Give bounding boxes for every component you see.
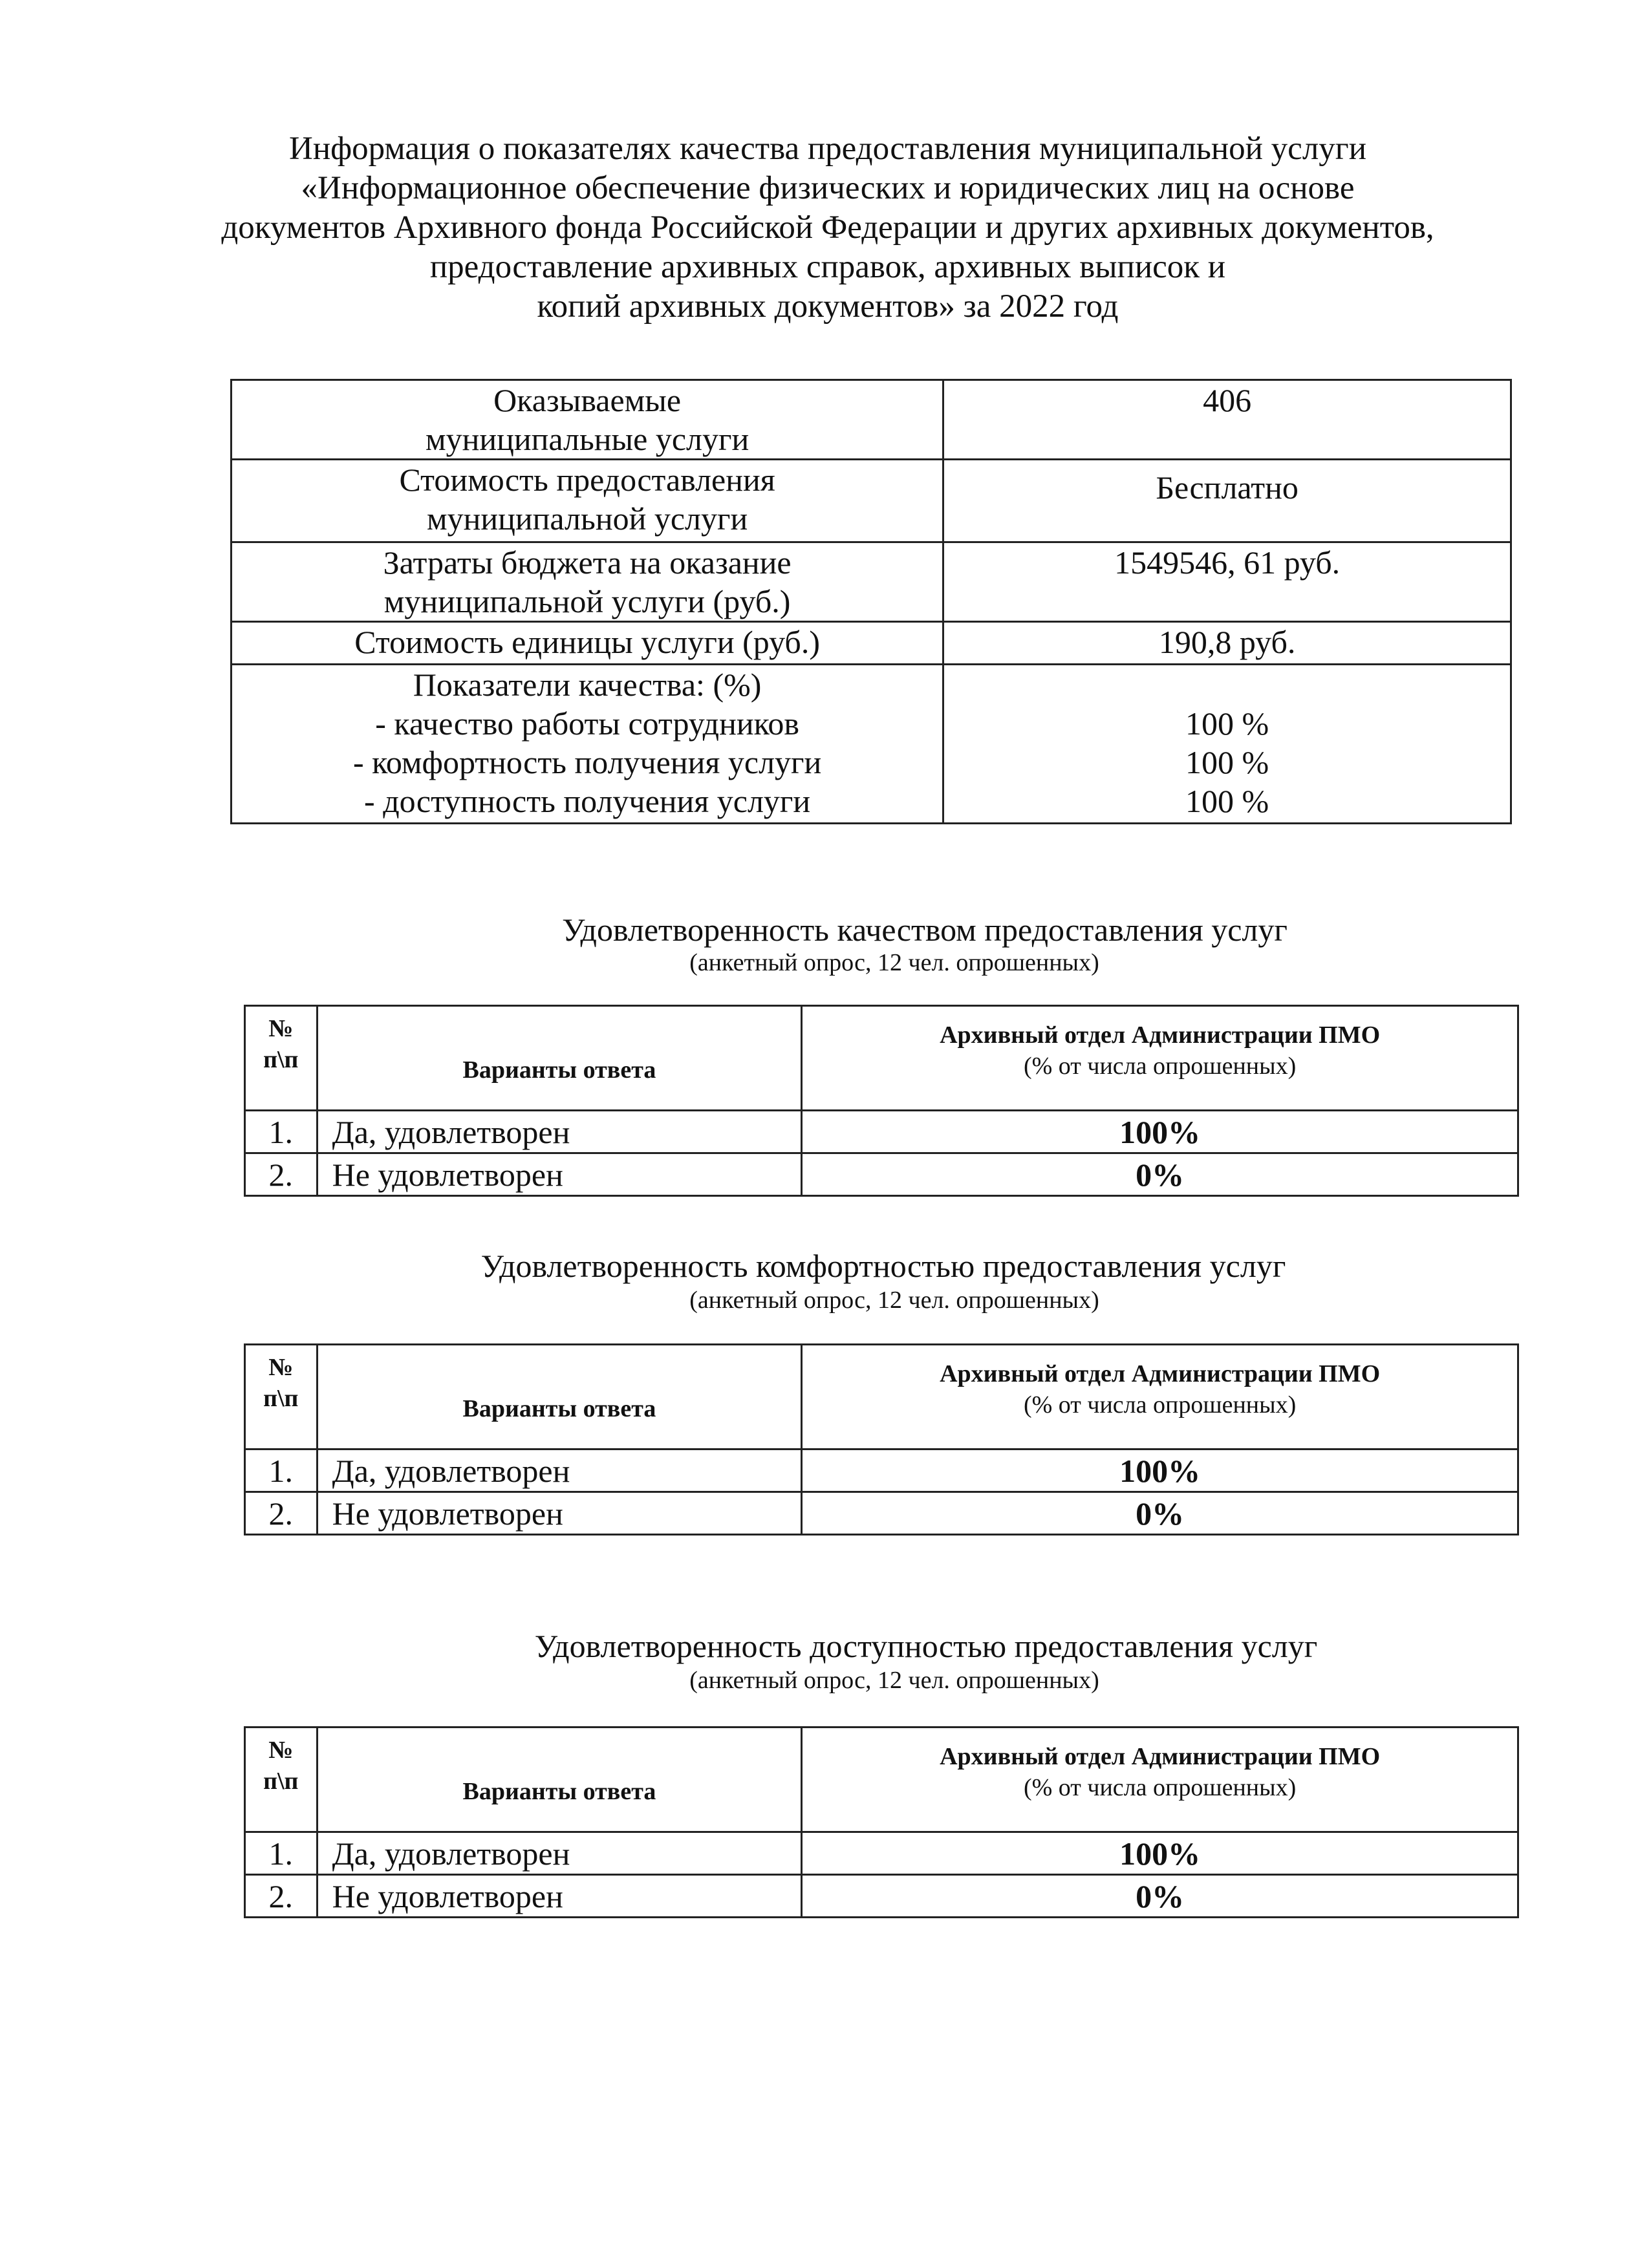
survey-table-accessibility [244,1726,1519,1918]
header-text: Архивный отдел Администрации ПМО [940,1743,1381,1770]
row-number: 2. [245,1875,318,1918]
value-text: 1549546, 61 руб. [1114,544,1341,581]
label-line: Стоимость единицы услуги (руб.) [354,624,821,660]
header-text: № [268,1737,294,1764]
title-line: «Информационное обеспечение физических и юридических лиц на основе [301,170,1355,206]
header-text: (% от числа опрошенных) [1023,1053,1297,1080]
value-text: Бесплатно [1156,469,1299,506]
value-text: 406 [1203,382,1252,418]
survey-title: Удовлетворенность комфортностью предоставления услуг [480,1248,1286,1284]
col-header-dept [802,1006,1518,1111]
header-text: Архивный отдел Администрации ПМО [940,1022,1381,1049]
survey-table-quality [244,1005,1519,1197]
title-line: предоставление архивных справок, архивных выписок и [429,249,1226,285]
col-header-number [245,1006,318,1111]
header-text: № [268,1015,294,1042]
survey-title: Удовлетворенность доступностью предоставления услуг [534,1628,1318,1664]
answer-text: Да, удовлетворен [317,1450,802,1492]
survey-table-comfort [244,1343,1519,1535]
row-number: 2. [245,1492,318,1535]
title-line: копий архивных документов» за 2022 год [537,288,1119,325]
table-row [245,1875,1518,1918]
table-row [232,460,1511,542]
survey-subtitle: (анкетный опрос, 12 чел. опрошенных) [689,949,1099,976]
summary-value [943,542,1511,622]
row-number: 1. [245,1111,318,1153]
col-header-variants: Варианты ответа [317,1728,802,1832]
table-row [232,665,1511,824]
row-number: 1. [245,1450,318,1492]
label-line: муниципальной услуги [427,500,748,537]
summary-value [943,622,1511,665]
table-row [232,622,1511,665]
quality-value: 100 % [1185,705,1269,742]
answer-text: Не удовлетворен [317,1153,802,1196]
header-text: Архивный отдел Администрации ПМО [940,1360,1381,1387]
col-header-dept [802,1345,1518,1450]
answer-percent: 100% [802,1832,1518,1875]
summary-label [232,460,943,542]
label-line: Оказываемые [493,382,682,418]
table-row [245,1492,1518,1535]
col-header-variants: Варианты ответа [317,1345,802,1450]
col-header-variants: Варианты ответа [317,1006,802,1111]
quality-indicators-values [943,665,1511,824]
title-line: документов Архивного фонда Российской Федерации и других архивных документов, [221,209,1434,246]
table-row [232,380,1511,460]
label-line: муниципальные услуги [425,421,749,457]
row-number: 1. [245,1832,318,1875]
label-line: муниципальной услуги (руб.) [383,583,791,619]
table-header-row [245,1345,1518,1450]
answer-percent: 0% [802,1875,1518,1918]
col-header-number [245,1728,318,1832]
quality-value: 100 % [1185,744,1269,780]
header-text: п\п [263,1768,299,1795]
answer-text: Не удовлетворен [317,1875,802,1918]
answer-text: Да, удовлетворен [317,1111,802,1153]
table-row [245,1111,1518,1153]
summary-label [232,542,943,622]
answer-text: Не удовлетворен [317,1492,802,1535]
service-summary-table [230,379,1512,824]
answer-percent: 0% [802,1153,1518,1196]
row-number: 2. [245,1153,318,1196]
header-text: п\п [263,1385,299,1412]
col-header-number [245,1345,318,1450]
answer-text: Да, удовлетворен [317,1832,802,1875]
quality-heading: Показатели качества: (%) [413,667,762,703]
answer-percent: 0% [802,1492,1518,1535]
header-text: (% от числа опрошенных) [1023,1774,1297,1801]
survey-subtitle: (анкетный опрос, 12 чел. опрошенных) [689,1667,1099,1694]
quality-label: - доступность получения услуги [364,783,811,819]
summary-value [943,380,1511,460]
table-header-row [245,1728,1518,1832]
table-row [245,1450,1518,1492]
header-text: п\п [263,1046,299,1073]
value-text: 190,8 руб. [1158,624,1296,660]
table-header-row [245,1006,1518,1111]
document-title [194,129,1461,326]
quality-value: 100 % [1185,783,1269,819]
header-text: (% от числа опрошенных) [1023,1391,1297,1418]
label-line: Стоимость предоставления [399,462,775,498]
table-row [245,1153,1518,1196]
answer-percent: 100% [802,1111,1518,1153]
summary-label [232,622,943,665]
survey-subtitle: (анкетный опрос, 12 чел. опрошенных) [689,1287,1099,1314]
summary-value [943,460,1511,542]
quality-label: - качество работы сотрудников [375,705,799,742]
label-line: Затраты бюджета на оказание [383,544,792,581]
title-line: Информация о показателях качества предоставления муниципальной услуги [289,131,1366,167]
summary-label [232,380,943,460]
header-text: № [268,1354,294,1381]
survey-title: Удовлетворенность качеством предоставления услуг [562,912,1288,948]
table-row [245,1832,1518,1875]
quality-label: - комфортность получения услуги [352,744,822,780]
answer-percent: 100% [802,1450,1518,1492]
quality-indicators-labels [232,665,943,824]
col-header-dept [802,1728,1518,1832]
table-row [232,542,1511,622]
